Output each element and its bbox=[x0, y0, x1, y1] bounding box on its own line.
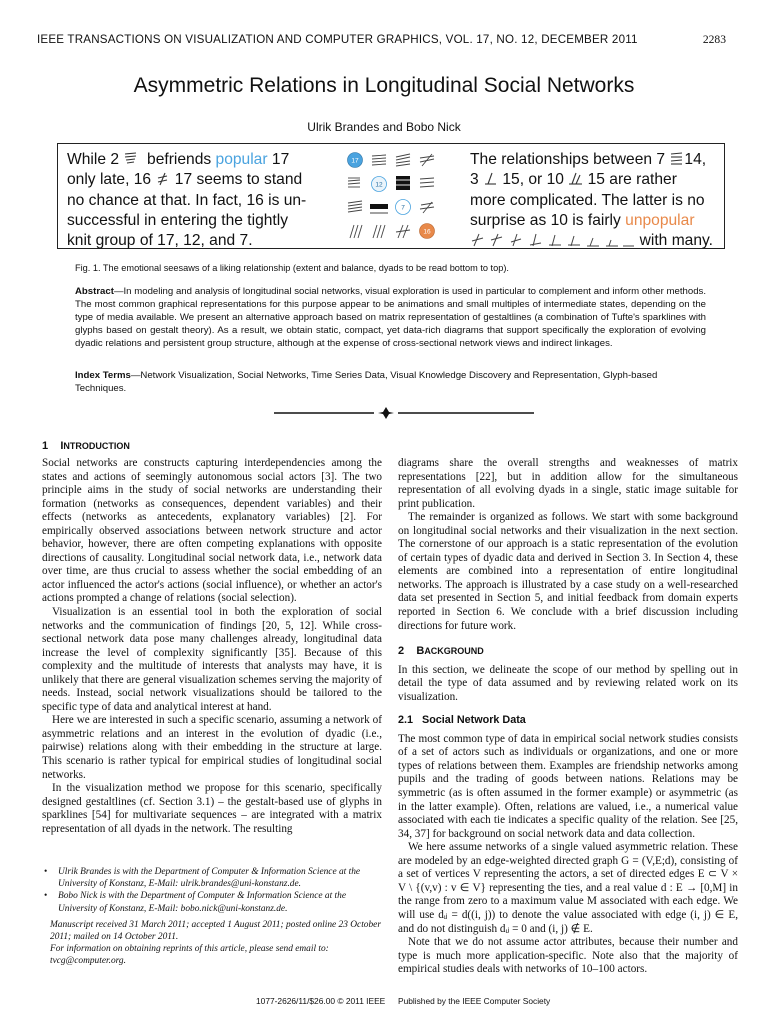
paragraph: The remainder is organized as follows. We start with some background on longitudinal social networks and their visualization in the next section. The cornerstone of our approach is a static representation of the evolution of certain types of dyadic data and derived in Section 3. In Section 4, these elements are combined into a representation of entire longitudinal networks. The approach is illustrated by a case study on a well-researched data set presented in Section 5, and initial feedback from domain experts reported in Section 6. We conclude with a brief discussion including directions for future work. bbox=[398, 511, 738, 632]
footer-copyright: 1077-2626/11/$26.00 © 2011 IEEE bbox=[256, 996, 386, 1006]
teaser-right-text: The relationships between 7 14, 3 15, or 10 15 are rather more complicated. The latter is no surprise as 10 is fairly unpopular with many. bbox=[470, 151, 713, 250]
paragraph: Visualization is an essential tool in both the exploration of social networks and the communication of findings [20, 5, 12]. While cross-sectional network data pose many challenges already, longitudinal data increase the level of complexity significantly [35]. Because of this complexity and the multitude of interests that analysts may have, it is unlikely that there are general visualization schemes serving the majority of needs. Instead, social network visualizations should be tailored to the specific type of data and analytical interest at hand. bbox=[42, 606, 382, 713]
gestaltline-glyph-icon bbox=[123, 152, 138, 166]
subsection-2-1-heading: 2.1 Social Network Data bbox=[398, 714, 526, 727]
teaser-left-text: While 2 befriends popular 17 only late, 16 17 seems to stand no chance at that. In fact, 16 is un- successful in entering the tightly knit group of 17, 12, and 7. bbox=[67, 151, 307, 250]
gestaltline-matrix bbox=[340, 148, 440, 246]
footnote-item: • Bobo Nick is with the Department of Computer & Information Science at the University of Konstanz, E-Mail: bobo.nick@uni-konstanz.de. bbox=[44, 891, 346, 914]
manuscript-note: Manuscript received 31 March 2011; accepted 1 August 2011; posted online 23 October 2011; mailed on 14 October 2011. bbox=[50, 919, 381, 943]
section-1-heading: 1 INTRODUCTION bbox=[42, 440, 130, 452]
footnote-item: • Ulrik Brandes is with the Department of Computer & Information Science at the University of Konstanz, E-Mail: ulrik.brandes@uni-konstanz.de. bbox=[44, 867, 361, 890]
section-divider bbox=[272, 406, 536, 420]
gestaltline-glyph-icon bbox=[669, 152, 684, 166]
node-label-16: 16 bbox=[423, 228, 431, 236]
gestaltline-sequence-icon bbox=[471, 233, 635, 247]
paragraph: Note that we do not assume actor attributes, because their number and type is much more application-specific. Note also that the majority of empirical studies deals with networks of 10–100 actors. bbox=[398, 936, 738, 976]
running-head: IEEE TRANSACTIONS ON VISUALIZATION AND COMPUTER GRAPHICS, VOL. 17, NO. 12, DECEMBER 2011 bbox=[37, 33, 638, 46]
paper-authors: Ulrik Brandes and Bobo Nick bbox=[307, 120, 461, 134]
paragraph: Social networks are constructs capturing interdependencies among the states and actions of seemingly autonomous social actors [3]. The two principle aims in the study of social networks are understanding their formation (networks as consequences, dependent variables) and their effects (networks as antecedents, explanatory variables) [2]. For empirically observed associations between network structure and actor behavior, however, there are often competing explanations with opposite directions of causality. Longitudinal social network data, i.e., network data over time, are thus crucial to assess whether the social embedding of an actor influenced the actor's actions (social influence), or whether an actor's actions prompted a change of relations (social selection). bbox=[42, 457, 382, 605]
index-terms: Index Terms—Network Visualization, Social Networks, Time Series Data, Visual Knowledge Discovery and Representation, Glyph-based Techniques. bbox=[75, 370, 658, 395]
paragraph: In the visualization method we propose for this scenario, specifically designed gestaltlines (cf. Section 3.1) – the gestalt-based use of glyphs in sparklines [54] for multivariate sequences – are integrated with a matrix representation of all dyads in the network. The resulting bbox=[42, 782, 382, 835]
paragraph: We here assume networks of a single valued asymmetric relation. These are modeled by an edge-weighted directed graph G = (V,E;d), consisting of a set of vertices V representing the actors, a set of directed edges E ⊂ V × V \ {(v,v) : v ∈ V} representing the ties, and a real value d : E → [0,M] in the range from zero to a maximum value M associated with each edge. We will use dᵢⱼ = d((i, j)) to denote the value associated with edge (i, j) ∈ E, and do not distinguish dᵢⱼ = 0 and (i, j) ∉ E. bbox=[398, 841, 738, 935]
gestaltline-glyph-icon bbox=[483, 172, 498, 186]
figure-caption: Fig. 1. The emotional seesaws of a liking relationship (extent and balance, dyads to be read bottom to top). bbox=[75, 263, 509, 273]
paragraph: Here we are interested in such a specific scenario, assuming a network of asymmetric relations and an interest in the evolution of dyadic (i.e., pairwise) relations along with their embedding in the structure at large. This scenario is rather typical for empirical studies of longitudinal social networks. bbox=[42, 714, 382, 781]
paragraph: In this section, we delineate the scope of our method by spelling out in detail the type of data assumed and by reviewing related work on its visualization. bbox=[398, 663, 738, 703]
gestaltline-glyph-icon bbox=[155, 172, 170, 186]
section-2-heading: 2 BACKGROUND bbox=[398, 645, 484, 658]
node-label-7: 7 bbox=[401, 204, 405, 212]
gestaltline-glyph-icon bbox=[568, 172, 583, 186]
footnotes bbox=[44, 866, 382, 968]
abstract: Abstract—In modeling and analysis of longitudinal social networks, visual exploration is used in particular to complement and inform other methods. The most common graphical representations for this purpose appear to be animations and small multiples of intermediate states, depending on the type of media available. We present an alternative approach based on matrix representation of gestaltlines (a combination of Tufte's sparklines with glyphs based on gestalt theory). As a result, we obtain static, compact, yet data-rich diagrams that support specifically the exploration of evolving dyadic relations and persistent group structure, although at the expense of cross-sectional network views and indirect linkages. bbox=[75, 286, 706, 350]
paragraph: diagrams share the overall strengths and weaknesses of matrix representations [22], but in addition allow for the simultaneous representation of all evolving dyads in a single, static image suitable for print publication. bbox=[398, 457, 738, 510]
section-1-body bbox=[42, 457, 382, 836]
node-label-17: 17 bbox=[351, 157, 359, 165]
paper-title: Asymmetric Relations in Longitudinal Social Networks bbox=[133, 74, 635, 97]
page-number: 2283 bbox=[702, 33, 726, 46]
node-label-12: 12 bbox=[375, 181, 383, 189]
paragraph: The most common type of data in empirical social network studies consists of a set of actors such as individuals or organizations, and one or more types of relations between them. Examples are friendship networks among pupils and the trading of goods between nations. Relations may be symmetric (as is often assumed in the former example) or asymmetric (as in the latter example). Often, relations are valued, i.e., a numerical value associated with each tie indicates a specific quality of the relation. See [25, 34, 37] for background on social network data and data collection. bbox=[398, 732, 738, 840]
reprint-note: For information on obtaining reprints of this article, please send email to: tvcg@computer.org. bbox=[50, 944, 329, 967]
right-column bbox=[398, 457, 738, 977]
footer-publisher: Published by the IEEE Computer Society bbox=[398, 996, 551, 1006]
